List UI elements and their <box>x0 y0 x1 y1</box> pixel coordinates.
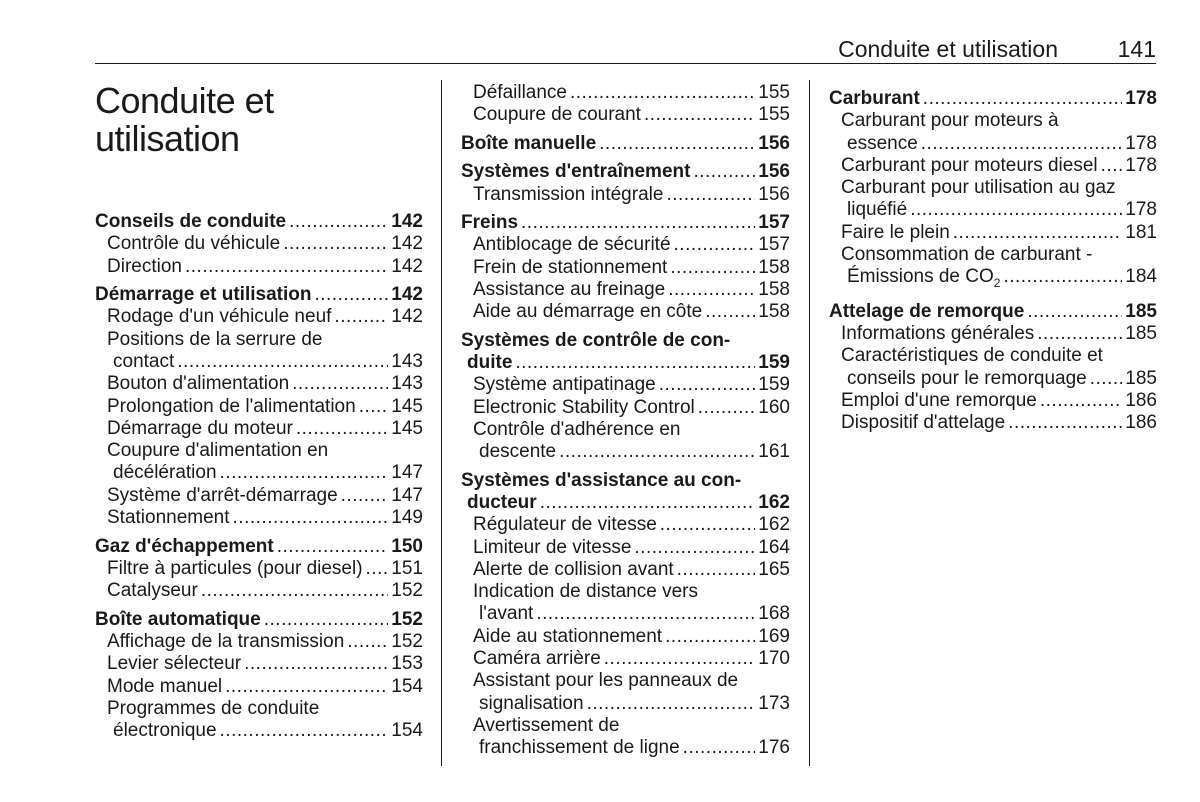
entry-title <box>473 234 671 256</box>
entry-title-text: Affichage de la transmission <box>107 630 345 652</box>
toc-column-3 <box>829 88 1157 434</box>
page-ref: 158 <box>758 256 790 278</box>
dot-leader <box>1101 155 1123 177</box>
dot-leader <box>289 211 388 233</box>
entry-title <box>479 693 584 715</box>
entry-title-text: Système d'arrêt-démarrage <box>107 484 338 506</box>
dot-leader <box>599 133 755 155</box>
dot-leader <box>559 441 755 463</box>
toc-subentry[interactable] <box>95 558 423 580</box>
page-ref: 176 <box>758 737 790 759</box>
toc-subentry[interactable] <box>829 345 1157 390</box>
entry-title-text: Transmission intégrale <box>473 183 664 205</box>
dot-leader <box>283 233 388 255</box>
page-ref: 158 <box>758 278 790 300</box>
entry-title-start: Systèmes de contrôle de con- <box>461 329 731 351</box>
entry-title-start: Caractéristiques de conduite et <box>841 345 1103 367</box>
entry-title-text: Émissions de CO <box>847 266 994 288</box>
page-ref: 170 <box>758 648 790 670</box>
dot-leader <box>292 373 388 395</box>
dot-leader <box>953 222 1123 244</box>
entry-title-text: signalisation <box>479 692 584 714</box>
page-ref: 185 <box>1125 322 1157 344</box>
entry-title <box>107 396 356 418</box>
entry-title-text: l'avant <box>479 603 534 625</box>
dot-leader <box>515 352 755 374</box>
page-ref: 156 <box>758 161 790 183</box>
entry-title <box>847 368 1087 390</box>
entry-title-text: Dispositif d'attelage <box>841 412 1006 434</box>
entry-title-start: Coupure d'alimentation en <box>107 440 329 462</box>
column-divider <box>441 80 442 766</box>
entry-title <box>107 306 331 328</box>
chapter-title <box>95 82 274 158</box>
entry-title-text: Bouton d'alimentation <box>107 373 290 395</box>
dot-leader <box>1037 323 1122 345</box>
entry-title-text: franchissement de ligne <box>479 737 680 759</box>
entry-title <box>473 279 665 301</box>
dot-leader <box>296 418 388 440</box>
page-ref: 178 <box>1125 199 1157 221</box>
toc-section-entry[interactable] <box>829 301 1157 323</box>
entry-title-text: décélération <box>113 462 217 484</box>
dot-leader <box>683 737 756 759</box>
entry-title-text: Direction <box>107 255 182 277</box>
entry-title-start: Carburant pour utilisation au gaz <box>841 177 1116 199</box>
page-ref: 142 <box>391 306 423 328</box>
entry-title <box>479 603 533 625</box>
dot-leader <box>693 161 755 183</box>
toc-subentry[interactable] <box>461 537 790 559</box>
entry-title-text: Attelage de remorque <box>829 300 1025 322</box>
entry-title-text: Mode manuel <box>107 675 223 697</box>
entry-title <box>841 323 1034 345</box>
toc-subentry[interactable] <box>95 440 423 485</box>
entry-title-text: Informations générales <box>841 322 1035 344</box>
page-ref: 186 <box>1125 412 1157 434</box>
page-ref: 169 <box>758 625 790 647</box>
entry-title-start: Assistant pour les panneaux de <box>473 670 739 692</box>
dot-leader <box>1003 266 1122 288</box>
toc-section-entry[interactable] <box>461 470 790 515</box>
page-ref: 152 <box>391 580 423 602</box>
toc-section-entry[interactable] <box>95 536 423 558</box>
dot-leader <box>604 648 756 670</box>
toc-subentry[interactable] <box>461 301 790 323</box>
page-ref: 165 <box>758 558 790 580</box>
page-ref: 152 <box>391 608 423 630</box>
entry-title <box>107 507 230 529</box>
entry-title-text: Assistance au freinage <box>473 278 666 300</box>
entry-title <box>841 390 1037 412</box>
page-ref: 160 <box>758 396 790 418</box>
entry-title <box>473 82 567 104</box>
column-divider <box>809 80 810 766</box>
entry-title-text: Antiblocage de sécurité <box>473 234 671 256</box>
toc-subentry[interactable] <box>829 155 1157 177</box>
page-ref: 145 <box>391 395 423 417</box>
dot-leader <box>359 396 389 418</box>
page-ref: 154 <box>391 720 423 742</box>
page-ref: 143 <box>391 373 423 395</box>
entry-title <box>113 462 217 484</box>
page-ref: 158 <box>758 301 790 323</box>
dot-leader <box>225 676 388 698</box>
toc-subentry[interactable] <box>95 485 423 507</box>
page-ref: 186 <box>1125 389 1157 411</box>
entry-title <box>473 626 662 648</box>
toc-subentry[interactable] <box>461 648 790 670</box>
page-ref: 150 <box>391 535 423 557</box>
page-ref: 159 <box>758 352 790 374</box>
entry-title <box>479 441 556 463</box>
entry-title-text: Systèmes d'entraînement <box>461 161 691 183</box>
entry-title <box>113 720 217 742</box>
toc-subentry[interactable] <box>95 631 423 653</box>
toc-subentry[interactable] <box>95 306 423 328</box>
dot-leader <box>666 184 755 206</box>
page-ref: 162 <box>758 514 790 536</box>
toc-subentry[interactable] <box>461 82 790 104</box>
dot-leader <box>698 397 756 419</box>
entry-title <box>107 653 241 675</box>
entry-title-start: Carburant pour moteurs à <box>841 110 1059 132</box>
entry-title-text: Aide au démarrage en côte <box>473 301 703 323</box>
dot-leader <box>570 82 755 104</box>
toc-subentry[interactable] <box>461 626 790 648</box>
toc-subentry[interactable] <box>95 507 423 529</box>
entry-title-text: essence <box>847 132 918 154</box>
page-ref: 149 <box>391 507 423 529</box>
dot-leader <box>347 631 388 653</box>
entry-title-text: Catalyseur <box>107 580 198 602</box>
toc-subentry[interactable] <box>95 698 423 743</box>
toc-section-entry[interactable] <box>461 161 790 183</box>
entry-title-text: Démarrage et utilisation <box>95 284 312 306</box>
page-ref: 181 <box>1125 221 1157 243</box>
entry-title <box>473 257 667 279</box>
entry-title-text: Coupure de courant <box>473 104 641 126</box>
entry-title <box>95 284 311 306</box>
page-ref: 154 <box>391 675 423 697</box>
entry-title <box>107 558 363 580</box>
entry-title-text: Limiteur de vitesse <box>473 536 632 558</box>
entry-title-text: Défaillance <box>473 82 567 103</box>
entry-title-text: Gaz d'échappement <box>95 535 274 557</box>
dot-leader <box>366 558 389 580</box>
entry-title-text: Prolongation de l'alimentation <box>107 395 356 417</box>
page-ref: 164 <box>758 536 790 558</box>
chapter-title-line-1: Conduite et <box>95 80 274 121</box>
entry-title-text: Electronic Stability Control <box>473 396 695 418</box>
entry-title <box>473 397 695 419</box>
entry-title <box>107 256 182 278</box>
entry-title <box>107 418 293 440</box>
entry-title <box>95 211 286 233</box>
toc-subentry[interactable] <box>95 418 423 440</box>
dot-leader <box>668 279 755 301</box>
dot-leader <box>923 88 1123 110</box>
entry-title <box>473 184 663 206</box>
page-ref: 155 <box>758 82 790 103</box>
page-ref: 142 <box>391 211 423 232</box>
entry-title-text: Emploi d'une remorque <box>841 389 1037 411</box>
entry-title <box>829 301 1024 323</box>
dot-leader <box>314 284 388 306</box>
entry-title-text: Système antipatinage <box>473 374 656 396</box>
dot-leader <box>665 626 755 648</box>
toc-subentry[interactable] <box>95 676 423 698</box>
page-ref: 185 <box>1125 300 1157 322</box>
toc-subentry[interactable] <box>829 412 1157 434</box>
entry-title <box>461 133 596 155</box>
toc-section-entry[interactable] <box>95 284 423 306</box>
entry-title-text: Levier sélecteur <box>107 653 242 675</box>
page-ref: 159 <box>758 374 790 396</box>
dot-leader <box>521 212 755 234</box>
page-ref: 185 <box>1125 367 1157 389</box>
entry-title <box>829 88 920 110</box>
dot-leader <box>244 653 388 675</box>
entry-title <box>467 492 537 514</box>
dot-leader <box>677 559 756 581</box>
dot-leader <box>674 234 756 256</box>
entry-title-text: Faire le plein <box>841 221 950 243</box>
dot-leader <box>910 199 1122 221</box>
page-ref: 143 <box>391 350 423 372</box>
page-ref: 178 <box>1125 88 1157 109</box>
toc-column-2 <box>461 82 790 760</box>
dot-leader <box>1090 368 1123 390</box>
entry-title <box>95 536 274 558</box>
entry-title <box>473 559 674 581</box>
dot-leader <box>220 462 389 484</box>
entry-title-text: Conseils de conduite <box>95 211 287 232</box>
entry-title-text: Boîte automatique <box>95 608 261 630</box>
dot-leader <box>1027 301 1122 323</box>
entry-title-start: Programmes de conduite <box>107 697 320 719</box>
page-ref: 147 <box>391 462 423 484</box>
toc-subentry[interactable] <box>461 670 790 715</box>
page-ref: 155 <box>758 104 790 126</box>
toc-subentry[interactable] <box>461 374 790 396</box>
page-ref: 178 <box>1125 154 1157 176</box>
entry-title-text: Alerte de collision avant <box>473 558 674 580</box>
toc-subentry[interactable] <box>461 715 790 760</box>
page-ref: 168 <box>758 603 790 625</box>
toc-section-entry[interactable] <box>461 133 790 155</box>
entry-title-text: Régulateur de vitesse <box>473 514 657 536</box>
chapter-title-line-2: utilisation <box>95 118 240 159</box>
page-ref: 162 <box>758 491 790 513</box>
entry-title <box>847 133 918 155</box>
entry-title <box>467 352 512 374</box>
entry-title-start: Contrôle d'adhérence en <box>473 418 681 440</box>
dot-leader <box>220 720 389 742</box>
entry-title-text: Aide au stationnement <box>473 625 663 647</box>
entry-title-text: Boîte manuelle <box>461 132 597 154</box>
toc-subentry[interactable] <box>95 580 423 602</box>
page-ref: 156 <box>758 132 790 154</box>
toc-subentry[interactable] <box>829 222 1157 244</box>
toc-subentry[interactable] <box>461 559 790 581</box>
entry-title <box>473 648 601 670</box>
entry-title-text: Contrôle du véhicule <box>107 233 281 255</box>
toc-section-entry[interactable] <box>95 211 423 233</box>
page-ref: 184 <box>1125 266 1157 288</box>
entry-title <box>473 374 656 396</box>
entry-title-text: Caméra arrière <box>473 648 601 670</box>
dot-leader <box>536 603 755 625</box>
page-ref: 157 <box>758 234 790 256</box>
entry-title <box>847 266 1000 294</box>
toc-subentry[interactable] <box>95 653 423 675</box>
dot-leader <box>233 507 389 529</box>
page-ref: 173 <box>758 692 790 714</box>
entry-title <box>107 580 198 602</box>
page-header <box>95 30 1156 64</box>
toc-subentry[interactable] <box>829 390 1157 412</box>
toc-subentry[interactable] <box>829 323 1157 345</box>
dot-leader <box>644 104 755 126</box>
toc-subentry[interactable] <box>461 514 790 536</box>
entry-title <box>473 301 702 323</box>
entry-title-start: Indication de distance vers <box>473 581 698 603</box>
entry-title <box>841 412 1005 434</box>
toc-subentry[interactable] <box>829 244 1157 294</box>
entry-title-text: Carburant <box>829 88 920 109</box>
toc-section-entry[interactable] <box>829 88 1157 110</box>
page-ref: 178 <box>1125 132 1157 154</box>
toc-subentry[interactable] <box>95 233 423 255</box>
toc-subentry[interactable] <box>461 581 790 626</box>
toc-subentry[interactable] <box>95 329 423 374</box>
entry-title-text: électronique <box>113 720 217 742</box>
toc-section-entry[interactable] <box>95 609 423 631</box>
dot-leader <box>341 485 389 507</box>
entry-title <box>473 537 631 559</box>
page-ref: 157 <box>758 212 790 234</box>
entry-title-start: Systèmes d'assistance au con- <box>461 469 742 491</box>
page-ref: 151 <box>391 557 423 579</box>
toc-subentry[interactable] <box>461 419 790 464</box>
entry-title-text: Rodage d'un véhicule neuf <box>107 306 332 328</box>
entry-title <box>479 737 680 759</box>
entry-title-text: Stationnement <box>107 507 230 529</box>
page-ref: 142 <box>391 255 423 277</box>
entry-title <box>107 676 222 698</box>
dot-leader <box>177 351 388 373</box>
dot-leader <box>264 609 389 631</box>
dot-leader <box>540 492 756 514</box>
entry-title-text: liquéfié <box>847 199 908 221</box>
toc-subentry[interactable] <box>461 279 790 301</box>
entry-title <box>847 199 907 221</box>
dot-leader <box>201 580 388 602</box>
dot-leader <box>1008 412 1122 434</box>
dot-leader <box>277 536 389 558</box>
page-ref: 147 <box>391 484 423 506</box>
entry-title-text: descente <box>479 441 557 463</box>
entry-title-text: conseils pour le remorquage <box>847 367 1087 389</box>
entry-title <box>107 373 289 395</box>
toc-subentry[interactable] <box>461 234 790 256</box>
entry-title-start: Avertissement de <box>473 714 620 736</box>
dot-leader <box>921 133 1123 155</box>
page-ref: 142 <box>391 284 423 306</box>
dot-leader <box>334 306 388 328</box>
page-number: 141 <box>1117 36 1156 62</box>
page-ref: 161 <box>758 441 790 463</box>
entry-title <box>841 155 1098 177</box>
entry-title <box>841 222 950 244</box>
toc-subentry[interactable] <box>95 396 423 418</box>
dot-leader <box>659 374 756 396</box>
entry-title <box>473 104 641 126</box>
page-ref: 142 <box>391 233 423 255</box>
entry-title-text: contact <box>113 350 175 372</box>
toc-subentry[interactable] <box>461 397 790 419</box>
entry-title <box>107 631 344 653</box>
entry-title-text: Filtre à particules (pour diesel) <box>107 557 363 579</box>
entry-title-text: Démarrage du moteur <box>107 417 293 439</box>
entry-title <box>95 609 261 631</box>
entry-title <box>113 351 174 373</box>
toc-section-entry[interactable] <box>461 330 790 375</box>
page-ref: 152 <box>391 630 423 652</box>
page-ref: 145 <box>391 417 423 439</box>
dot-leader <box>660 514 756 536</box>
dot-leader <box>1040 390 1122 412</box>
section-title: Conduite et utilisation <box>838 36 1058 62</box>
toc-subentry[interactable] <box>461 257 790 279</box>
entry-title-text: Frein de stationnement <box>473 256 668 278</box>
entry-title <box>461 161 690 183</box>
entry-title <box>107 485 338 507</box>
entry-title <box>473 514 657 536</box>
toc-subentry[interactable] <box>461 104 790 126</box>
dot-leader <box>634 537 755 559</box>
entry-title <box>461 212 518 234</box>
subscript: 2 <box>993 276 1001 291</box>
toc-subentry[interactable] <box>461 184 790 206</box>
dot-leader <box>185 256 388 278</box>
entry-title-start: Consommation de carburant - <box>841 244 1093 266</box>
toc-subentry[interactable] <box>95 373 423 395</box>
page-ref: 156 <box>758 183 790 205</box>
dot-leader <box>705 301 755 323</box>
entry-title-text: ducteur <box>467 491 537 513</box>
toc-subentry[interactable] <box>95 256 423 278</box>
entry-title <box>107 233 280 255</box>
toc-subentry[interactable] <box>829 177 1157 222</box>
dot-leader <box>587 693 756 715</box>
toc-section-entry[interactable] <box>461 212 790 234</box>
entry-title-start: Positions de la serrure de <box>107 328 323 350</box>
dot-leader <box>670 257 755 279</box>
entry-title-text: duite <box>467 352 513 374</box>
page-ref: 153 <box>391 653 423 675</box>
entry-title-text: Freins <box>461 212 519 234</box>
toc-subentry[interactable] <box>829 110 1157 155</box>
entry-title-text: Carburant pour moteurs diesel <box>841 154 1098 176</box>
toc-column-1 <box>95 211 423 742</box>
